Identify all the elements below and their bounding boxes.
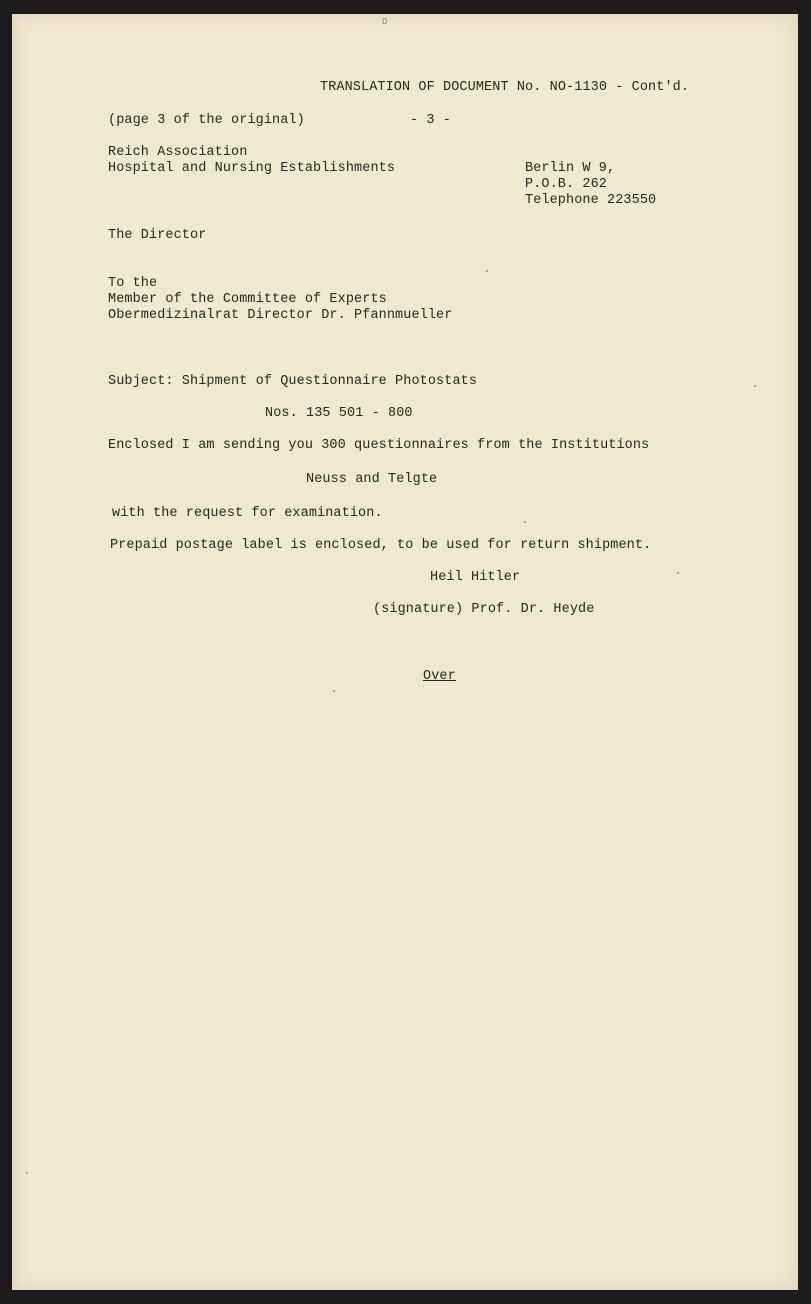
paper-speck	[26, 1172, 28, 1174]
over-marker: Over	[423, 669, 456, 684]
paper-speck	[677, 572, 679, 574]
subject-line: Subject: Shipment of Questionnaire Photostats	[108, 374, 478, 389]
paper-speck	[333, 690, 335, 692]
document-title: TRANSLATION OF DOCUMENT No. NO-1130 - Cont'd.	[320, 80, 690, 95]
body-line-4: Prepaid postage label is enclosed, to be used for return shipment.	[110, 538, 652, 553]
from-title: The Director	[108, 228, 207, 243]
signature-line: (signature) Prof. Dr. Heyde	[373, 602, 595, 617]
sender-line-2: Hospital and Nursing Establishments	[108, 161, 396, 176]
body-line-1: Enclosed I am sending you 300 questionnaires from the Institutions	[108, 438, 650, 453]
sender-line-1: Reich Association	[108, 145, 248, 160]
top-mark: D	[382, 17, 388, 27]
body-line-2: Neuss and Telgte	[306, 472, 438, 487]
address-line-3: Telephone 223550	[525, 193, 657, 208]
subject-numbers: Nos. 135 501 - 800	[265, 406, 413, 421]
page-reference: (page 3 of the original)	[108, 113, 305, 128]
paper-speck	[486, 270, 488, 272]
document-page	[12, 14, 798, 1290]
address-line-2: P.O.B. 262	[525, 177, 608, 192]
body-line-3: with the request for examination.	[112, 506, 383, 521]
recipient-line-1: To the	[108, 276, 158, 291]
paper-speck	[754, 385, 756, 387]
page-number: - 3 -	[410, 113, 452, 128]
address-line-1: Berlin W 9,	[525, 161, 616, 176]
paper-speck	[524, 521, 526, 523]
closing-salutation: Heil Hitler	[430, 570, 521, 585]
recipient-line-2: Member of the Committee of Experts	[108, 292, 387, 307]
recipient-line-3: Obermedizinalrat Director Dr. Pfannmueller	[108, 308, 453, 323]
